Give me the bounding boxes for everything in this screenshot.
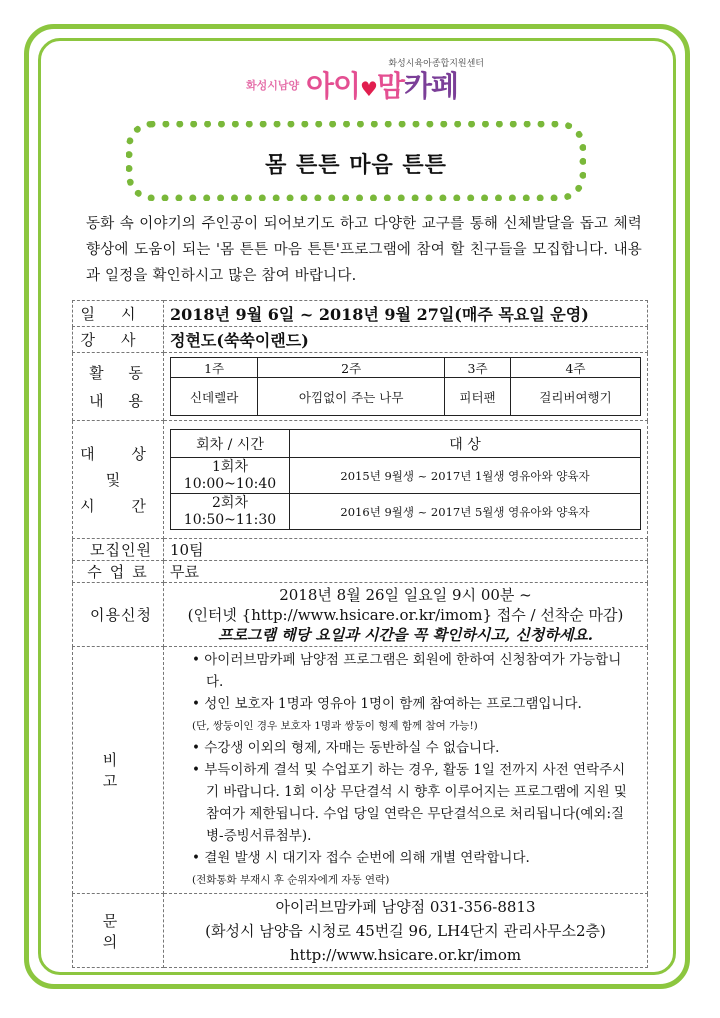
week-header: 1주	[171, 358, 258, 378]
note-item: (단, 쌍둥이인 경우 보호자 1명과 쌍둥이 형제 함께 참여 가능!)	[192, 720, 478, 732]
note-item: • 결원 발생 시 대기자 접수 순번에 의해 개별 연락합니다.	[192, 850, 530, 866]
recruit-value: 10팀	[164, 539, 648, 561]
apply-start: 2018년 8월 26일 일요일 9시 00분 ~	[279, 585, 532, 604]
note-item: (전화통화 부재시 후 순위자에게 자동 연락)	[192, 874, 390, 886]
page-title: 몸 튼튼 마음 튼튼	[265, 152, 447, 178]
session-target: 2015년 9월생 ~ 2017년 1월생 영유아와 양육자	[290, 458, 641, 494]
week-content: 신데렐라	[171, 378, 258, 416]
intro-text: 동화 속 이야기의 주인공이 되어보기도 하고 다양한 교구를 통해 신체발달을 돕고 체력향상에 도움이 되는 '몸 튼튼 마음 튼튼'프로그램에 참여 할 친구들을 모집합니다. 내용과 일정을 확인하시고 많은 참여 바랍니다.	[86, 216, 642, 284]
apply-notice: 프로그램 해당 요일과 시간을 꼭 확인하시고, 신청하세요.	[217, 625, 594, 644]
target-label: 대 상 및 시 간	[73, 421, 164, 539]
week-header: 3주	[445, 358, 511, 378]
note-item: • 수강생 이외의 형제, 자매는 동반하실 수 없습니다.	[192, 740, 500, 756]
teacher-label: 강사	[73, 327, 164, 353]
sessions-header-time: 회차 / 시간	[171, 430, 290, 458]
teacher-value: 정현도(쑥쑥이랜드)	[164, 327, 648, 353]
row-target	[73, 421, 648, 539]
row-date	[73, 301, 648, 327]
note-item: • 성인 보호자 1명과 영유아 1명이 함께 참여하는 프로그램입니다.	[192, 696, 582, 712]
activity-label: 활 동 내 용	[73, 353, 164, 421]
week-content: 피터팬	[445, 378, 511, 416]
sessions-table	[170, 429, 641, 530]
weeks-table	[170, 357, 641, 416]
row-fee	[73, 561, 648, 583]
week-header: 2주	[258, 358, 445, 378]
date-value: 2018년 9월 6일 ~ 2018년 9월 27일(매주 목요일 운영)	[164, 301, 648, 327]
week-content: 걸리버여행기	[510, 378, 640, 416]
logo-name: 아이♥맘카페	[306, 69, 459, 103]
fee-value: 무료	[164, 561, 648, 583]
row-activity	[73, 353, 648, 421]
week-content: 아낌없이 주는 나무	[258, 378, 445, 416]
session-time: 1회차 10:00~10:40	[171, 458, 290, 494]
row-apply	[73, 583, 648, 647]
contact-phone: 아이러브맘카페 남양점 031-356-8813	[275, 897, 536, 916]
row-recruit	[73, 539, 648, 561]
session-target: 2016년 9월생 ~ 2017년 5월생 영유아와 양육자	[290, 494, 641, 530]
note-item: • 아이러브맘카페 남양점 프로그램은 회원에 한하여 신청참여가 가능합니다.	[192, 652, 622, 690]
row-teacher	[73, 327, 648, 353]
row-contact	[73, 894, 648, 968]
note-item: • 부득이하게 결석 및 수업포기 하는 경우, 활동 1일 전까지 사전 연락주시기 바랍니다. 1회 이상 무단결석 시 향후 이루어지는 프로그램에 지원 및 참여가 제한됩니다. 수업 당일 연락은 무단결석으로 처리됩니다(예외:질병-증빙서류첨부).	[192, 762, 627, 844]
apply-label: 이용신청	[73, 583, 164, 647]
sessions-header-who: 대 상	[290, 430, 641, 458]
info-table	[72, 300, 648, 968]
logo-org: 화성시육아종합지원센터	[388, 59, 484, 69]
title-box	[126, 121, 586, 201]
row-notes	[73, 647, 648, 894]
contact-address: (화성시 남양읍 시청로 45번길 96, LH4단지 관리사무소2층)	[205, 921, 606, 940]
contact-label: 문 의	[73, 894, 164, 968]
recruit-label: 모집인원	[73, 539, 164, 561]
date-label: 일시	[73, 301, 164, 327]
logo-city: 화성시남양	[246, 79, 300, 92]
apply-method: (인터넷 {http://www.hsicare.or.kr/imom} 접수 / 선착순 마감)	[187, 605, 624, 624]
notes-list	[164, 647, 648, 894]
fee-label: 수업료	[73, 561, 164, 583]
notes-label: 비 고	[73, 647, 164, 894]
logo	[246, 56, 488, 102]
session-time: 2회차 10:50~11:30	[171, 494, 290, 530]
week-header: 4주	[510, 358, 640, 378]
contact-url[interactable]: http://www.hsicare.or.kr/imom	[289, 945, 522, 964]
